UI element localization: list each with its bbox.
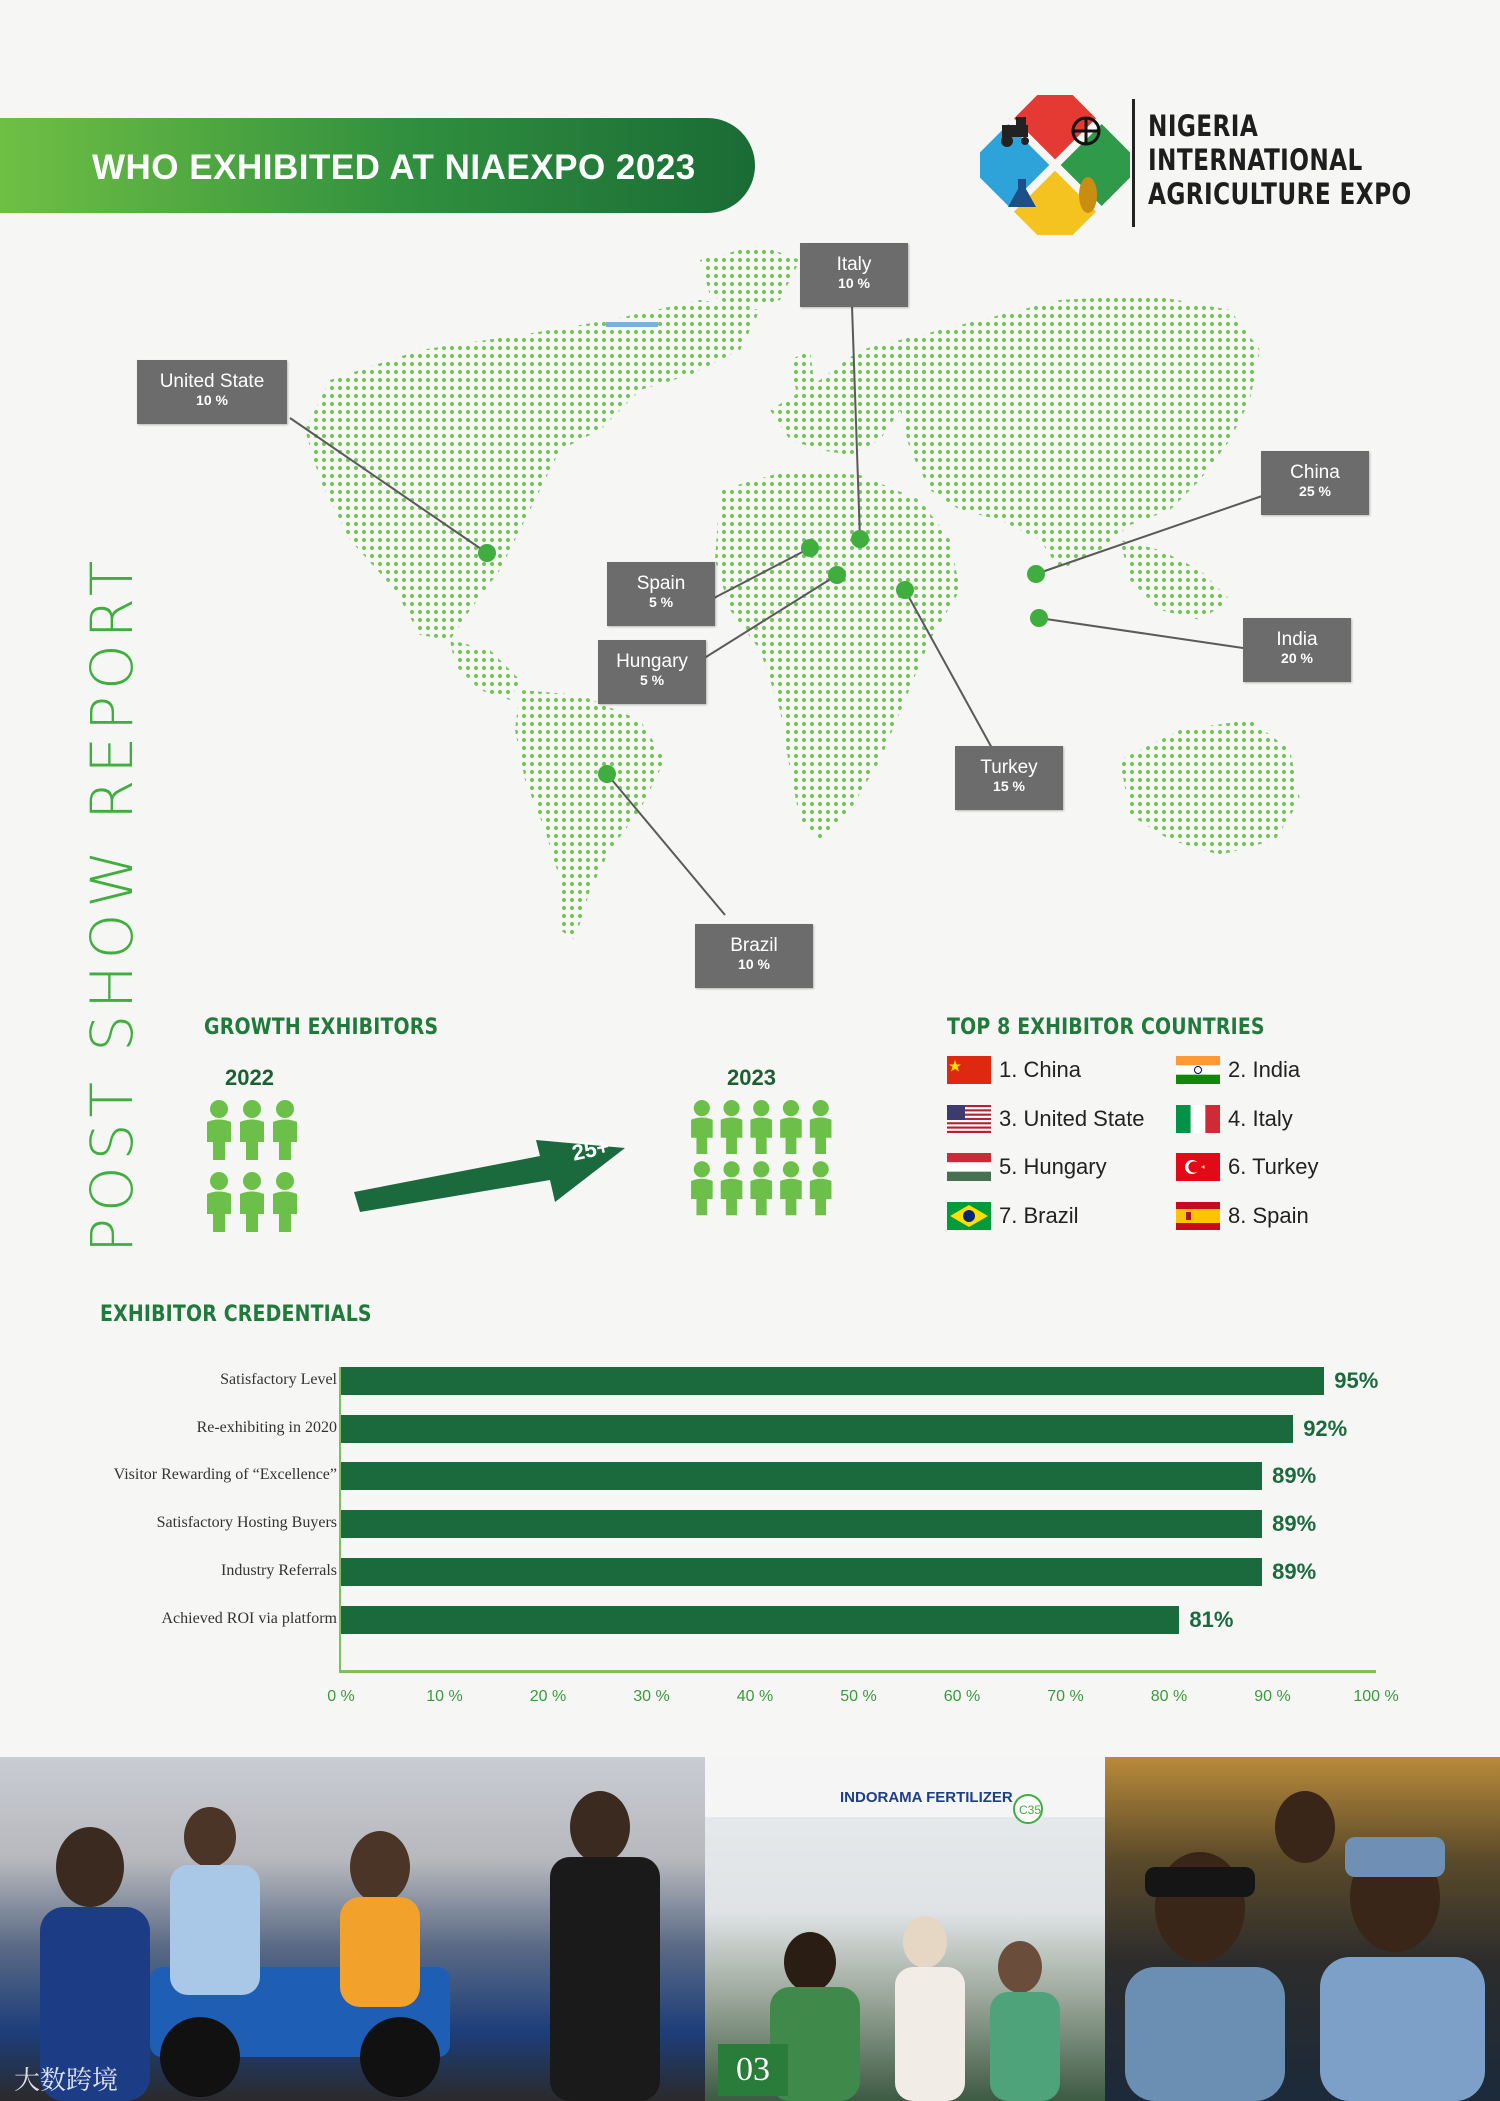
marker-brazil (598, 765, 616, 783)
x-tick-label: 100 % (1353, 1688, 1399, 1705)
bar-value-label: 89% (1272, 1511, 1317, 1536)
people-group-2022-icon (205, 1100, 315, 1250)
booth-sign-text: INDORAMA FERTILIZER (840, 1789, 1013, 1806)
bar (341, 1510, 1262, 1538)
continent-asia (900, 295, 1260, 570)
header-banner (0, 118, 755, 213)
x-tick-label: 40 % (736, 1688, 774, 1705)
bar-category-label: Satisfactory Level (220, 1371, 337, 1388)
booth-number-text: C35 (1019, 1803, 1042, 1817)
continent-central-america (450, 640, 520, 700)
bar-value-label: 89% (1272, 1463, 1317, 1488)
country-item-brazil: 7. Brazil (947, 1201, 1078, 1231)
country-item-spain: 8. Spain (1176, 1201, 1309, 1231)
logo-line-2: INTERNATIONAL (1148, 143, 1363, 177)
map-label-india: India 20 % (1243, 618, 1351, 682)
map-label-italy: Italy 10 % (800, 243, 908, 307)
x-tick-label: 80 % (1150, 1688, 1188, 1705)
marker-china (1027, 565, 1045, 583)
country-item-china: 1. China (947, 1055, 1081, 1085)
x-tick-label: 30 % (633, 1688, 670, 1705)
map-label-china: China 25 % (1261, 451, 1369, 515)
bar (341, 1462, 1262, 1490)
marker-united-state (478, 544, 496, 562)
x-tick-label: 10 % (426, 1688, 463, 1705)
marker-spain (801, 539, 819, 557)
china-flag-icon (947, 1056, 991, 1084)
bar (341, 1606, 1179, 1634)
turkey-flag-icon (1176, 1153, 1220, 1181)
side-title: POST SHOW REPORT (78, 554, 146, 1253)
country-item-united-state: 3. United State (947, 1104, 1145, 1134)
map-label-brazil: Brazil 10 % (695, 924, 813, 988)
expo-logo (980, 95, 1412, 235)
map-label-hungary: Hungary 5 % (598, 640, 706, 704)
country-item-turkey: 6. Turkey (1176, 1152, 1318, 1182)
logo-divider (1132, 99, 1135, 227)
usa-flag-icon (947, 1105, 991, 1133)
world-map (0, 240, 1500, 980)
country-item-india: 2. India (1176, 1055, 1300, 1085)
bar-category-label: Industry Referrals (221, 1562, 337, 1579)
bar (341, 1415, 1293, 1443)
map-label-united-state: United State 10 % (137, 360, 287, 424)
x-tick-label: 20 % (529, 1688, 567, 1705)
corn-icon (1079, 177, 1097, 213)
growth-year-to: 2023 (727, 1065, 776, 1090)
country-item-italy: 4. Italy (1176, 1104, 1293, 1134)
bar-value-label: 89% (1272, 1559, 1317, 1584)
watermark: 大数跨境 (14, 2065, 119, 2095)
bar-value-label: 95% (1334, 1368, 1379, 1393)
globe-icon (1073, 118, 1099, 144)
credentials-heading: EXHIBITOR CREDENTIALS (100, 1302, 372, 1327)
x-tick-label: 90 % (1254, 1688, 1291, 1705)
marker-hungary (828, 566, 846, 584)
x-tick-label: 50 % (840, 1688, 877, 1705)
people-group-2023-icon (686, 1100, 841, 1235)
bar-category-label: Satisfactory Hosting Buyers (156, 1514, 337, 1531)
country-item-hungary: 5. Hungary (947, 1152, 1107, 1182)
page-number: 03 (718, 2044, 788, 2096)
top-countries-list (947, 1055, 1367, 1255)
credentials-bar-chart (0, 1355, 1500, 1715)
banner-title: WHO EXHIBITED AT NIAEXPO 2023 (92, 148, 696, 187)
bar-category-label: Achieved ROI via platform (161, 1610, 337, 1627)
bar-category-label: Visitor Rewarding of “Excellence” (113, 1466, 337, 1483)
bar (341, 1558, 1262, 1586)
growth-arrow-icon (350, 1120, 630, 1220)
india-flag-icon (1176, 1056, 1220, 1084)
map-label-spain: Spain 5 % (607, 562, 715, 626)
marker-italy (851, 530, 869, 548)
growth-heading: GROWTH EXHIBITORS (204, 1015, 439, 1040)
italy-flag-icon (1176, 1105, 1220, 1133)
chart-x-axis (339, 1670, 1376, 1673)
brazil-flag-icon (947, 1202, 991, 1230)
top-countries-heading: TOP 8 EXHIBITOR COUNTRIES (947, 1015, 1265, 1040)
marker-india (1030, 609, 1048, 627)
logo-line-1: NIGERIA (1148, 109, 1259, 143)
continent-australia (1120, 720, 1300, 855)
bar-category-label: Re-exhibiting in 2020 (196, 1419, 337, 1436)
continent-greenland (700, 245, 800, 310)
logo-mark-icon (980, 95, 1130, 235)
photo-tractor-exhibit (0, 1757, 705, 2101)
growth-year-from: 2022 (225, 1065, 274, 1090)
x-tick-label: 60 % (943, 1688, 981, 1705)
x-tick-label: 70 % (1047, 1688, 1084, 1705)
continent-southeast-asia (1120, 540, 1230, 620)
marker-turkey (896, 581, 914, 599)
spain-flag-icon (1176, 1202, 1220, 1230)
x-tick-label: 0 % (327, 1688, 355, 1705)
logo-line-3: AGRICULTURE EXPO (1148, 177, 1412, 211)
map-label-turkey: Turkey 15 % (955, 746, 1063, 810)
bar (341, 1367, 1324, 1395)
continent-africa (715, 470, 960, 840)
bar-value-label: 81% (1189, 1607, 1234, 1632)
hungary-flag-icon (947, 1153, 991, 1181)
dotted-world-map (0, 240, 1500, 980)
growth-arrow-label: 25+ (569, 1133, 612, 1166)
photo-audience (1105, 1757, 1500, 2101)
bar-value-label: 92% (1303, 1416, 1348, 1441)
